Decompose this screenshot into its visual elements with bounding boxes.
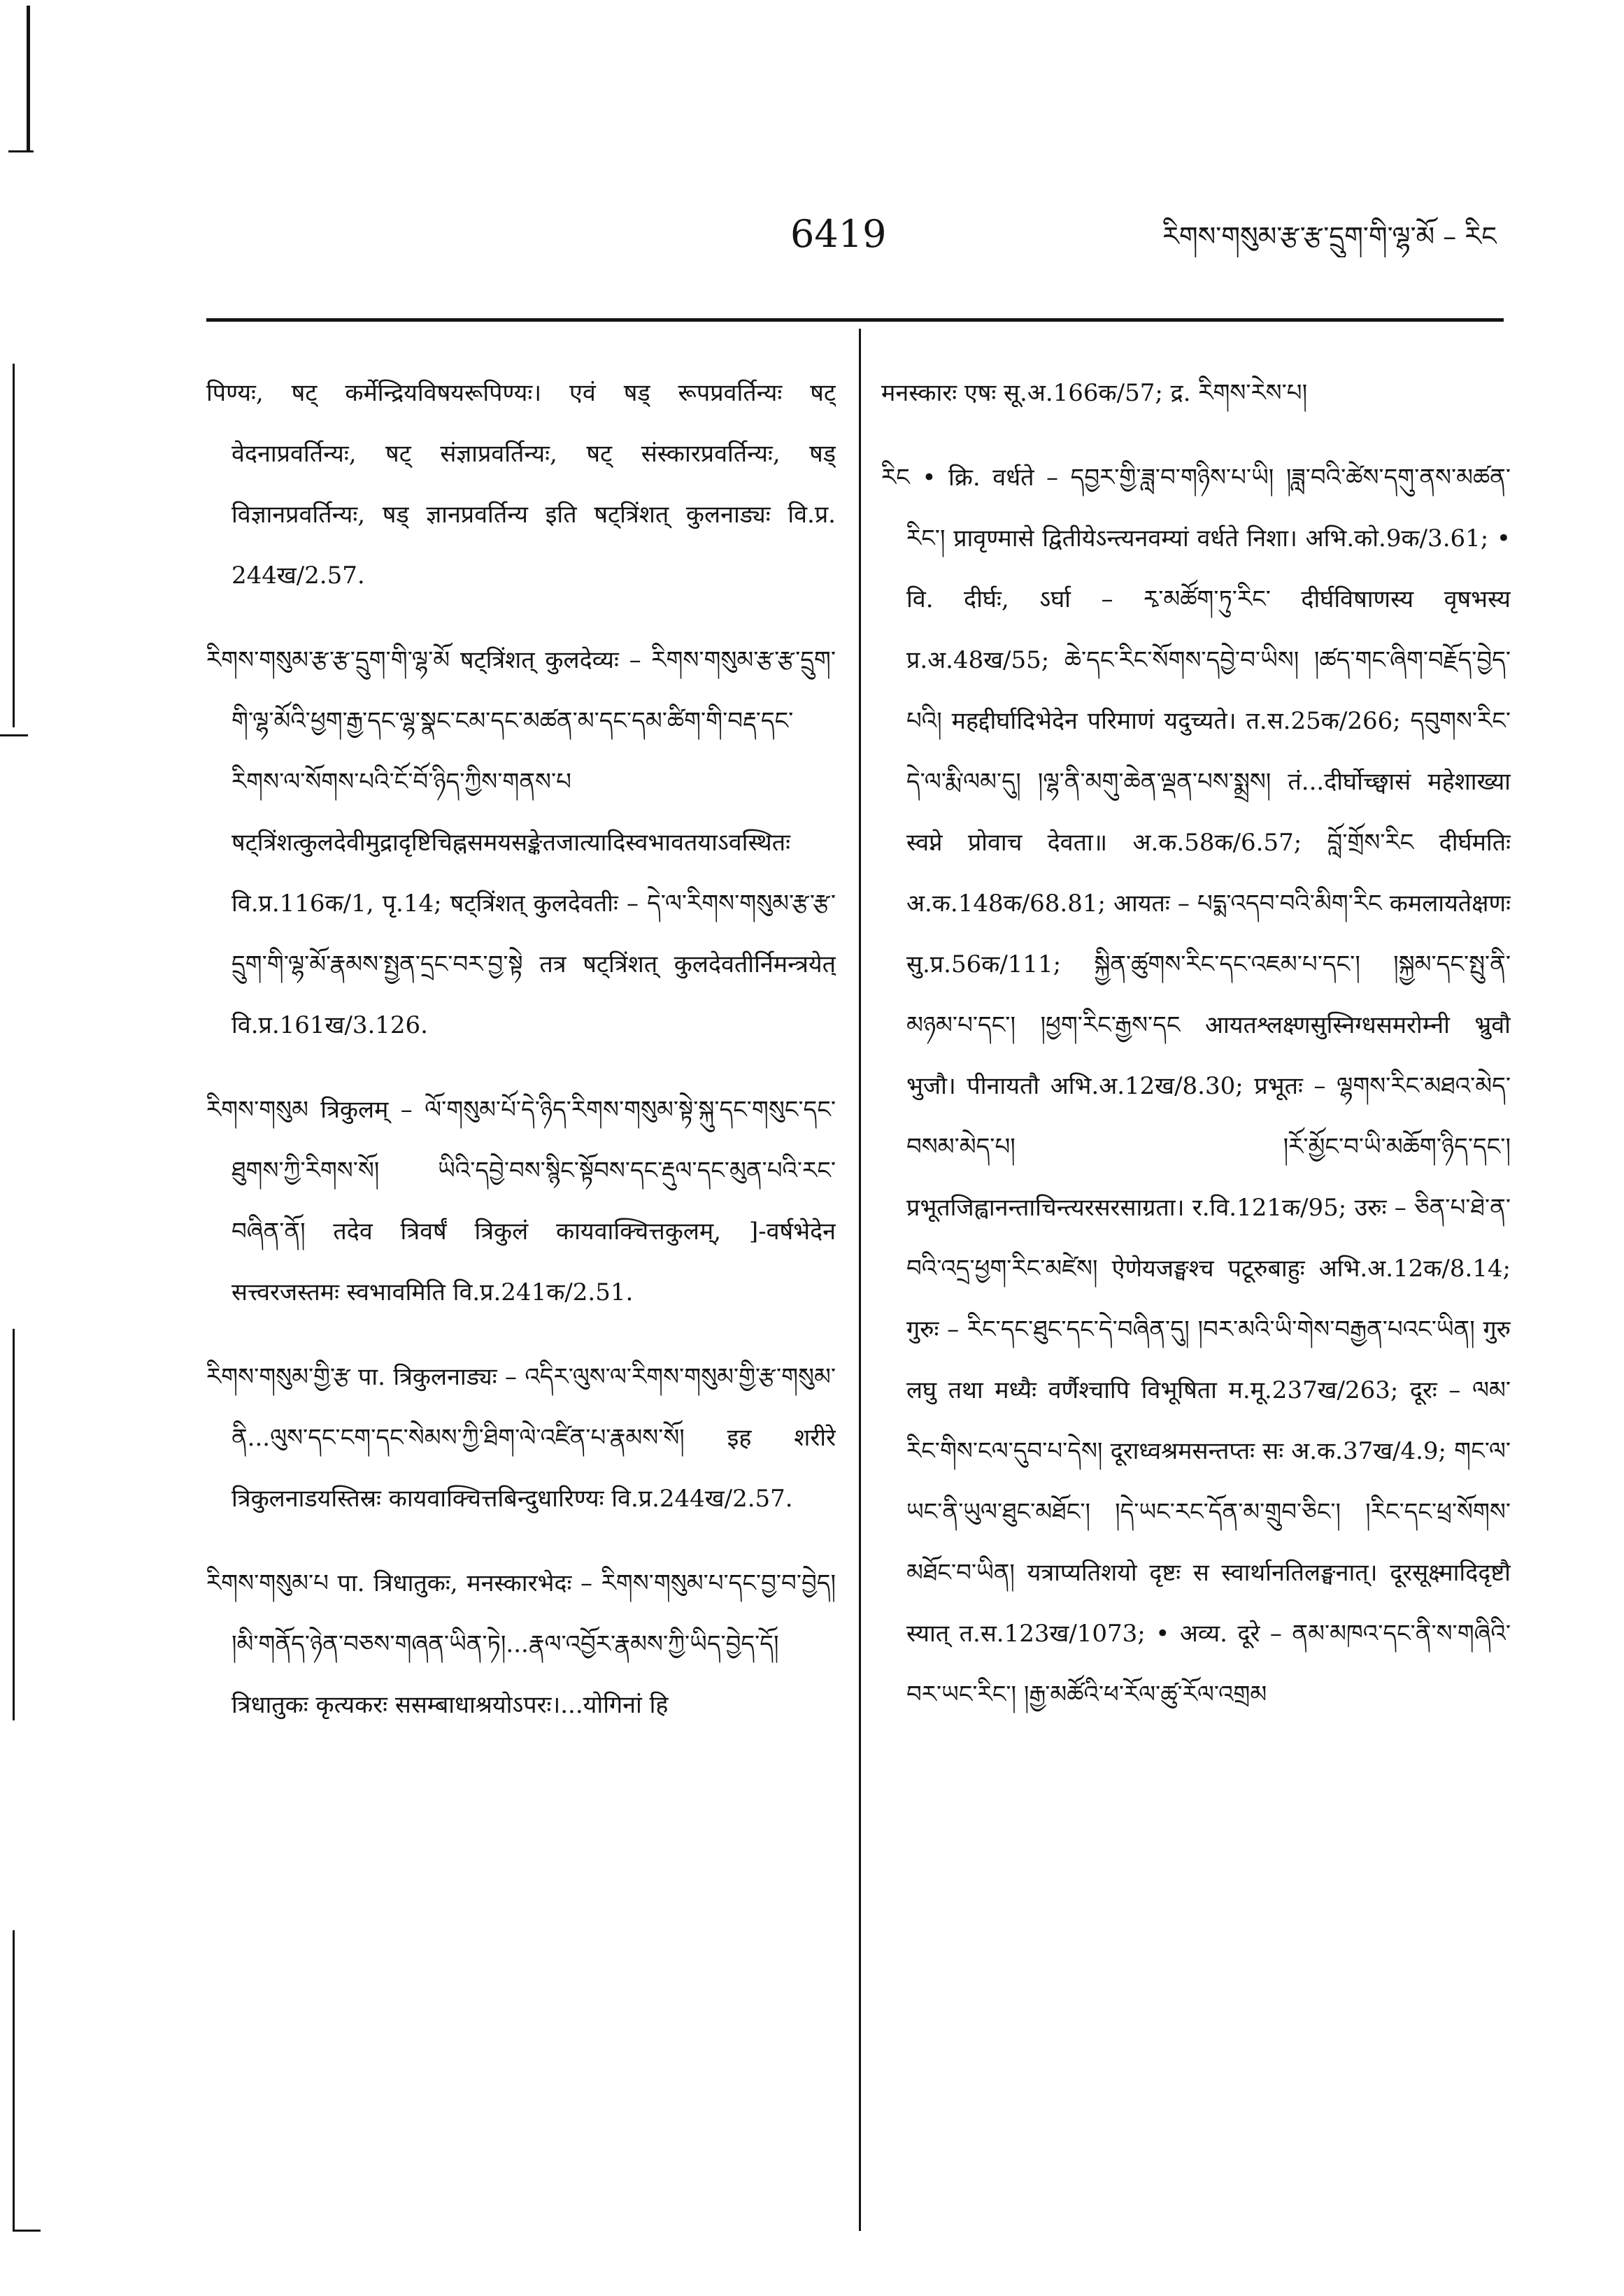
dictionary-entry xyxy=(206,1553,836,1736)
binding-edge-tick xyxy=(0,734,28,736)
dictionary-entry xyxy=(206,1347,836,1530)
binding-edge-line-bottom xyxy=(13,1930,15,2231)
running-head: རིགས་གསུམ་རྩ་རྩ་དྲུག་གི་ལྷ་མོ – རིང xyxy=(1162,221,1497,252)
entry-text: རིགས་གསུམ་གྱི་རྩ पा. त्रिकुलनाड्यः – འདིར་ལུས་ལ་རིགས་གསུམ་གྱི་རྩ་གསུམ་ནི...ལུས་དང་ངག་དང་སེམས་ཀྱི་ཐིག་ལེ་འཛིན་པ་རྣམས་སོ། इह शरीरे त्रिकुलनाडयस्तिस्रः कायवाक्चित्तबिन्दुधारिण्यः वि.प्र.244ख/2.57. xyxy=(206,1363,836,1513)
left-column xyxy=(206,339,836,2220)
page-header xyxy=(790,210,1497,266)
dictionary-entry xyxy=(206,1080,836,1323)
page-number: 6419 xyxy=(790,212,887,256)
binding-edge-line-middle xyxy=(13,364,15,727)
column-divider xyxy=(859,329,861,2231)
entry-text: पिण्यः, षट् कर्मेन्द्रियविषयरूपिण्यः। एवं षड् रूपप्रवर्तिन्यः षट् वेदनाप्रवर्तिन्यः, षट् संज्ञाप्रवर्तिन्यः, षट् संस्कारप्रवर्तिन्यः, षड् विज्ञानप्रवर्तिन्यः, षड् ज्ञानप्रवर्तिन्य इति षट्त्रिंशत् कुलनाड्यः वि.प्र. 244ख/2.57. xyxy=(206,379,836,590)
entry-text: རིགས་གསུམ་རྩ་རྩ་དྲུག་གི་ལྷ་མོ षट्त्रिंशत् कुलदेव्यः – རིགས་གསུམ་རྩ་རྩ་དྲུག་གི་ལྷ་མོའི་ཕྱག་རྒྱ་དང་ལྷ་སྣང་ངམ་དང་མཚན་མ་དང་དམ་ཚིག་གི་བརྡ་དང་རིགས་ལ་སོགས་པའི་ངོ་བོ་ཉིད་ཀྱིས་གནས་པ षट्त्रिंशत्कुलदेवीमुद्रादृष्टिचिह्नसमयसङ्केतजात्यादिस्वभावतयाऽवस्थितः वि.प्र.116क/1, पृ.14; षट्त्रिंशत् कुलदेवतीः – དེ་ལ་རིགས་གསུམ་རྩ་རྩ་དྲུག་གི་ལྷ་མོ་རྣམས་སྤྱན་དྲང་བར་བྱ་སྟེ तत्र षट्त्रिंशत् कुलदेवतीर्निमन्त्रयेत् वि.प्र.161ख/3.126. xyxy=(206,646,836,1039)
entry-text: རིགས་གསུམ त्रिकुलम् – ལོ་གསུམ་པོ་དེ་ཉིད་རིགས་གསུམ་སྟེ་སྐུ་དང་གསུང་དང་ཐུགས་ཀྱི་རིགས་སོ། ཡིའི་དབྱེ་བས་སྙིང་སྟོབས་དང་རྡུལ་དང་མུན་པའི་རང་བཞིན་ནོ། तदेव त्रिवर्षं त्रिकुलं कायवाक्चित्तकुलम्, ]-वर्षभेदेन सत्त्वरजस्तमः स्वभावमिति वि.प्र.241क/2.51. xyxy=(206,1096,836,1306)
header-rule xyxy=(206,318,1504,322)
dictionary-entry xyxy=(881,363,1511,424)
entry-text: मनस्कारः एषः सू.अ.166क/57; द्र. རིགས་རེས་པ། xyxy=(881,379,1308,407)
dictionary-entry xyxy=(881,448,1511,1725)
binding-edge-tick xyxy=(13,2230,41,2232)
binding-edge-tick xyxy=(8,150,34,152)
right-column xyxy=(881,339,1511,2220)
entry-text: རིང • क्रि. वर्धते – དབྱར་གྱི་ཟླ་བ་གཉིས་པ་ཡི། །ཟླ་བའི་ཚེས་དགུ་ནས་མཚན་རིང་། प्रावृण्मासे द्वितीयेऽन्त्यनवम्यां वर्धते निशा। अभि.को.9क/3.61; • वि. दीर्घः, ऽर्घा – རྭ་མཚོག་ཏུ་རིང་ दीर्घविषाणस्य वृषभस्य प्र.अ.48ख/55; ཆེ་དང་རིང་སོགས་དབྱེ་བ་ཡིས། །ཚད་གང་ཞིག་བརྗོད་བྱེད་པའི། महद्दीर्घादिभेदेन परिमाणं यदुच्यते। त.स.25क/266; དབུགས་རིང་དེ་ལ་རྨི་ལམ་དུ། །ལྷ་ནི་མགུ་ཆེན་ལྡན་པས་སྨྲས། तं...दीर्घोच्छ्वासं महेशाख्या स्वप्ने प्रोवाच देवता॥ अ.क.58क/6.57; བློ་གྲོས་རིང दीर्घमतिः अ.क.148क/68.81; आयतः – པདྨ་འདབ་བའི་མིག་རིང कमलायतेक्षणः सु.प्र.56क/111; སྐྱིན་ཚུགས་རིང་དང་འཇམ་པ་དང་། །སྐྱམ་དང་སྤུ་ནི་མཉམ་པ་དང་། །ཕྱག་རིང་རྒྱས་དང आयतश्लक्ष्णसुस्निग्धसमरोम्नी भ्रुवौ भुजौ। पीनायतौ अभि.अ.12ख/8.30; प्रभूतः – ལྷགས་རིང་མཐའ་མེད་བསམ་མེད་པ། །རོ་མྱོང་བ་ཡི་མཆོག་ཉིད་དང་། प्रभूतजिह्वानन्ताचिन्त्यरसरसाग्रता। र.वि.121क/95; उरुः – ཅིན་པ་ཐེ་ན་བའི་འདྲ་ཕྱག་རིང་མཛེས། ऐणेयजङ्घश्च पटूरुबाहुः अभि.अ.12क/8.14; गुरुः – རིང་དང་ཐུང་དང་དེ་བཞིན་དུ། །བར་མའི་ཡི་གེས་བརྒྱན་པའང་ཡིན། गुरु लघु तथा मध्यैः वर्णैश्चापि विभूषिता म.मू.237ख/263; दूरः – ལམ་རིང་གིས་ངལ་དུབ་པ་དེས། दूराध्वश्रमसन्तप्तः सः अ.क.37ख/4.9; གང་ལ་ཡང་ནི་ཡུལ་ཐུང་མཐོང་། །དེ་ཡང་རང་དོན་མ་གྲུབ་ཅིང་། །རིང་དང་ཕྲ་སོགས་མཐོང་བ་ཡིན། यत्राप्यतिशयो दृष्टः स स्वार्थानतिलङ्घनात्। दूरसूक्ष्मादिदृष्टौ स्यात् त.स.123ख/1073; • अव्य. दूरे – ནམ་མཁའ་དང་ནི་ས་གཞིའི་བར་ཡང་རིང་། །རྒྱ་མཚོའི་ཕ་རོལ་ཚུ་རོལ་འགྲམ xyxy=(881,464,1511,1709)
binding-edge-line-lower xyxy=(13,1329,15,1720)
dictionary-entry xyxy=(206,363,836,606)
entry-text: རིགས་གསུམ་པ पा. त्रिधातुकः, मनस्कारभेदः – རིགས་གསུམ་པ་དང་བྱ་བ་བྱེད། །མི་གནོད་ཉེན་བཅས་གཞན་ཡིན་ཏེ།...རྣལ་འབྱོར་རྣམས་ཀྱི་ཡིད་བྱེད་དོ། त्रिधातुकः कृत्यकरः ससम्बाधाश्रयोऽपरः।...योगिनां हि xyxy=(206,1569,836,1719)
dictionary-entry xyxy=(206,630,836,1056)
binding-edge-line-top xyxy=(27,6,30,152)
